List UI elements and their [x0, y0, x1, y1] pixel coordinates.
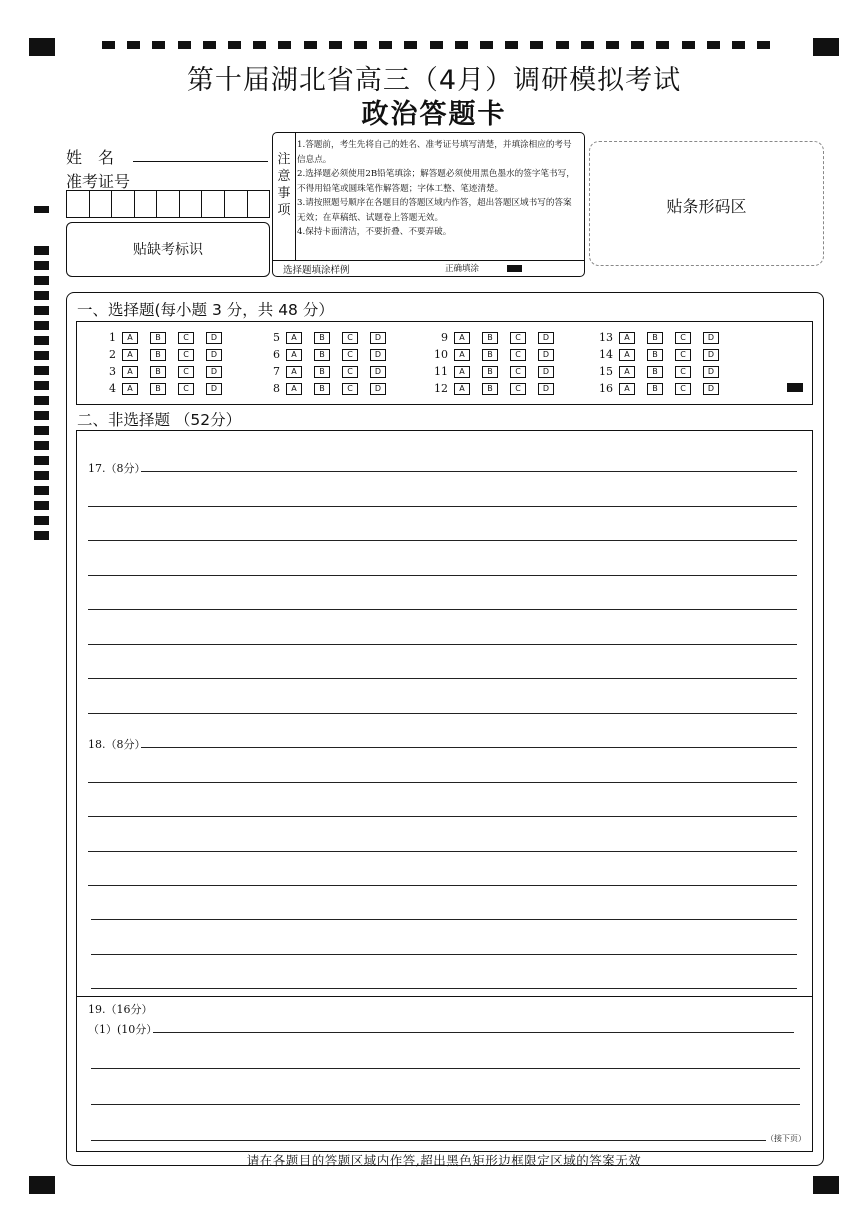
question-number: 2: [109, 348, 116, 361]
option-bubble-d[interactable]: D: [703, 383, 719, 395]
timing-mark: [34, 246, 49, 255]
name-field[interactable]: [133, 161, 268, 162]
notice-item: 3.请按照题号顺序在各题目的答题区域内作答，超出答题区域书写的答案无效；在草稿纸、试题卷上答题无效。: [297, 198, 572, 223]
question-number: 15: [599, 365, 613, 378]
option-bubble-b[interactable]: B: [482, 349, 498, 361]
option-bubble-d[interactable]: D: [206, 349, 222, 361]
answer-line[interactable]: [88, 851, 797, 852]
exam-id-label: 准考证号: [66, 172, 131, 191]
notice-items: [297, 138, 580, 240]
option-bubble-a[interactable]: A: [454, 332, 470, 344]
option-bubble-d[interactable]: D: [370, 349, 386, 361]
option-bubble-a[interactable]: A: [122, 383, 138, 395]
question-number: 6: [273, 348, 280, 361]
answer-line[interactable]: [91, 988, 797, 989]
timing-mark: [34, 276, 49, 285]
option-bubble-c[interactable]: C: [178, 383, 194, 395]
option-bubble-d[interactable]: D: [703, 332, 719, 344]
q19-label: 19.（16分）: [88, 1003, 153, 1016]
option-bubble-b[interactable]: B: [314, 366, 330, 378]
timing-mark: [34, 336, 49, 345]
option-bubble-c[interactable]: C: [178, 332, 194, 344]
notice-item: 1.答题前，考生先将自己的姓名、准考证号填写清楚，并填涂相应的考号信息点。: [297, 140, 572, 165]
timing-mark: [530, 41, 543, 49]
fill-sample-label: 选择题填涂样例: [283, 265, 350, 276]
mcq-question: [260, 365, 398, 378]
timing-mark: [329, 41, 342, 49]
option-bubble-b[interactable]: B: [647, 349, 663, 361]
option-bubble-d[interactable]: D: [370, 366, 386, 378]
option-bubble-a[interactable]: A: [454, 383, 470, 395]
option-bubble-d[interactable]: D: [703, 349, 719, 361]
timing-mark: [581, 41, 594, 49]
option-bubble-b[interactable]: B: [314, 349, 330, 361]
option-bubble-a[interactable]: A: [286, 366, 302, 378]
question-number: 8: [273, 382, 280, 395]
option-bubble-a[interactable]: A: [122, 349, 138, 361]
timing-mark: [203, 41, 216, 49]
option-bubble-c[interactable]: C: [342, 383, 358, 395]
section2-title: 二、非选择题 （52分）: [77, 411, 242, 429]
option-bubble-a[interactable]: A: [286, 332, 302, 344]
option-bubble-c[interactable]: C: [510, 332, 526, 344]
option-bubble-b[interactable]: B: [314, 332, 330, 344]
timing-mark: [34, 291, 49, 300]
q19-1-label: （1）(10分）: [88, 1023, 158, 1036]
timing-mark: [656, 41, 669, 49]
question-number: 5: [273, 331, 280, 344]
notice-side-label: 注 意 事 项: [277, 152, 291, 218]
mcq-question: [428, 331, 566, 344]
barcode-label: 贴条形码区: [666, 197, 747, 216]
timing-mark: [34, 381, 49, 390]
option-bubble-d[interactable]: D: [538, 366, 554, 378]
timing-mark: [34, 411, 49, 420]
timing-mark: [404, 41, 417, 49]
q19-divider: [76, 996, 812, 997]
option-bubble-a[interactable]: A: [619, 383, 635, 395]
mcq-question: [96, 365, 234, 378]
timing-mark: [228, 41, 241, 49]
absent-sticker-area: [66, 222, 270, 277]
fill-sample-bar: [273, 260, 584, 276]
barcode-area: [589, 141, 824, 266]
timing-mark: [34, 321, 49, 330]
answer-line[interactable]: [91, 954, 797, 955]
mcq-question: [593, 382, 731, 395]
timing-mark: [34, 426, 49, 435]
question-number: 14: [599, 348, 613, 361]
continue-label: （接下页）: [766, 1134, 806, 1143]
question-number: 12: [434, 382, 448, 395]
corner-mark-bottom-left: [29, 1176, 55, 1194]
answer-line[interactable]: [88, 644, 797, 645]
option-bubble-d[interactable]: D: [538, 349, 554, 361]
question-number: 4: [109, 382, 116, 395]
timing-mark: [556, 41, 569, 49]
mcq-timing-mark: [787, 383, 803, 392]
answer-line[interactable]: [88, 782, 797, 783]
timing-mark: [102, 41, 115, 49]
answer-line[interactable]: [88, 609, 797, 610]
option-bubble-a[interactable]: A: [122, 366, 138, 378]
option-bubble-c[interactable]: C: [342, 332, 358, 344]
option-bubble-b[interactable]: B: [314, 383, 330, 395]
option-bubble-b[interactable]: B: [647, 366, 663, 378]
option-bubble-c[interactable]: C: [510, 383, 526, 395]
option-bubble-d[interactable]: D: [206, 383, 222, 395]
answer-line[interactable]: [88, 713, 797, 714]
question-number: 11: [434, 365, 448, 378]
answer-line[interactable]: [153, 1032, 794, 1033]
timing-mark: [34, 351, 49, 360]
section1-title: 一、选择题(每小题 3 分，共 48 分）: [77, 301, 334, 319]
mcq-question: [428, 365, 566, 378]
option-bubble-b[interactable]: B: [647, 332, 663, 344]
option-bubble-a[interactable]: A: [286, 349, 302, 361]
notice-item: 4.保持卡面清洁，不要折叠、不要弄破。: [297, 227, 452, 237]
question-number: 7: [273, 365, 280, 378]
timing-mark: [34, 441, 49, 450]
timing-mark: [631, 41, 644, 49]
question-number: 13: [599, 331, 613, 344]
question-number: 16: [599, 382, 613, 395]
corner-mark-bottom-right: [813, 1176, 839, 1194]
option-bubble-d[interactable]: D: [370, 383, 386, 395]
option-bubble-b[interactable]: B: [150, 332, 166, 344]
option-bubble-d[interactable]: D: [538, 383, 554, 395]
option-bubble-c[interactable]: C: [342, 366, 358, 378]
timing-mark: [34, 501, 49, 510]
timing-mark: [178, 41, 191, 49]
answer-line[interactable]: [88, 816, 797, 817]
answer-line[interactable]: [88, 506, 797, 507]
timing-mark: [253, 41, 266, 49]
q18-label: 18.（8分）: [88, 738, 146, 751]
option-bubble-a[interactable]: A: [454, 349, 470, 361]
option-bubble-a[interactable]: A: [286, 383, 302, 395]
corner-mark-top-left: [29, 38, 55, 56]
timing-mark: [354, 41, 367, 49]
mcq-question: [593, 365, 731, 378]
timing-mark: [606, 41, 619, 49]
timing-mark: [379, 41, 392, 49]
option-bubble-c[interactable]: C: [510, 349, 526, 361]
option-bubble-c[interactable]: C: [675, 332, 691, 344]
timing-mark: [304, 41, 317, 49]
timing-mark: [732, 41, 745, 49]
timing-mark: [34, 516, 49, 525]
answer-line[interactable]: [88, 575, 797, 576]
option-bubble-c[interactable]: C: [178, 349, 194, 361]
option-bubble-c[interactable]: C: [675, 349, 691, 361]
mcq-question: [593, 348, 731, 361]
option-bubble-c[interactable]: C: [178, 366, 194, 378]
timing-mark: [34, 306, 49, 315]
timing-mark: [34, 366, 49, 375]
mcq-question: [260, 331, 398, 344]
timing-mark: [152, 41, 165, 49]
mcq-question: [96, 382, 234, 395]
option-bubble-a[interactable]: A: [619, 332, 635, 344]
correct-fill-label: 正确填涂: [445, 264, 480, 274]
notice-box: [272, 132, 585, 277]
timing-mark: [278, 41, 291, 49]
option-bubble-b[interactable]: B: [150, 383, 166, 395]
option-bubble-b[interactable]: B: [150, 366, 166, 378]
question-number: 1: [109, 331, 116, 344]
q17-label: 17.（8分）: [88, 462, 146, 475]
answer-line[interactable]: [141, 471, 797, 472]
option-bubble-a[interactable]: A: [454, 366, 470, 378]
answer-line[interactable]: [141, 747, 797, 748]
answer-line[interactable]: [91, 1140, 766, 1141]
mcq-question: [428, 348, 566, 361]
question-number: 3: [109, 365, 116, 378]
timing-mark: [455, 41, 468, 49]
correct-fill-sample: [507, 265, 522, 272]
option-bubble-a[interactable]: A: [619, 349, 635, 361]
option-bubble-c[interactable]: C: [675, 366, 691, 378]
option-bubble-b[interactable]: B: [482, 383, 498, 395]
timing-mark: [34, 471, 49, 480]
mcq-question: [260, 382, 398, 395]
mcq-question: [96, 331, 234, 344]
mcq-question: [593, 331, 731, 344]
answer-line[interactable]: [91, 1068, 800, 1069]
option-bubble-b[interactable]: B: [150, 349, 166, 361]
timing-mark: [34, 206, 49, 213]
timing-mark: [480, 41, 493, 49]
absent-sticker-label: 贴缺考标识: [133, 242, 203, 258]
timing-mark: [34, 531, 49, 540]
option-bubble-a[interactable]: A: [619, 366, 635, 378]
timing-mark: [430, 41, 443, 49]
name-label: 姓 名: [66, 148, 115, 167]
timing-mark: [34, 261, 49, 270]
option-bubble-d[interactable]: D: [538, 332, 554, 344]
footer-note: 请在各题目的答题区域内作答,超出黑色矩形边框限定区域的答案无效: [246, 1153, 642, 1168]
mcq-question: [96, 348, 234, 361]
option-bubble-a[interactable]: A: [122, 332, 138, 344]
option-bubble-b[interactable]: B: [482, 332, 498, 344]
free-response-area: [76, 430, 813, 1152]
mcq-question: [260, 348, 398, 361]
timing-mark: [505, 41, 518, 49]
timing-mark: [757, 41, 770, 49]
timing-mark: [707, 41, 720, 49]
option-bubble-d[interactable]: D: [370, 332, 386, 344]
option-bubble-c[interactable]: C: [675, 383, 691, 395]
answer-line[interactable]: [91, 919, 797, 920]
timing-mark: [127, 41, 140, 49]
exam-id-grid[interactable]: [66, 190, 270, 218]
answer-line[interactable]: [88, 540, 797, 541]
timing-mark: [34, 456, 49, 465]
option-bubble-d[interactable]: D: [206, 332, 222, 344]
mcq-question: [428, 382, 566, 395]
answer-line[interactable]: [88, 678, 797, 679]
option-bubble-d[interactable]: D: [703, 366, 719, 378]
option-bubble-b[interactable]: B: [482, 366, 498, 378]
notice-item: 2.选择题必须使用2B铅笔填涂；解答题必须使用黑色墨水的签字笔书写，不得用铅笔或圆珠笔作解答题；字体工整、笔迹清楚。: [297, 169, 575, 194]
option-bubble-c[interactable]: C: [510, 366, 526, 378]
card-subtitle: 政治答题卡: [361, 99, 507, 130]
option-bubble-c[interactable]: C: [342, 349, 358, 361]
timing-mark: [34, 396, 49, 405]
timing-mark: [682, 41, 695, 49]
corner-mark-top-right: [813, 38, 839, 56]
answer-line[interactable]: [91, 1104, 800, 1105]
option-bubble-b[interactable]: B: [647, 383, 663, 395]
question-number: 10: [434, 348, 448, 361]
answer-line[interactable]: [88, 885, 797, 886]
option-bubble-d[interactable]: D: [206, 366, 222, 378]
timing-mark: [34, 486, 49, 495]
question-number: 9: [441, 331, 448, 344]
exam-title: 第十届湖北省高三（4月）调研模拟考试: [186, 65, 682, 96]
